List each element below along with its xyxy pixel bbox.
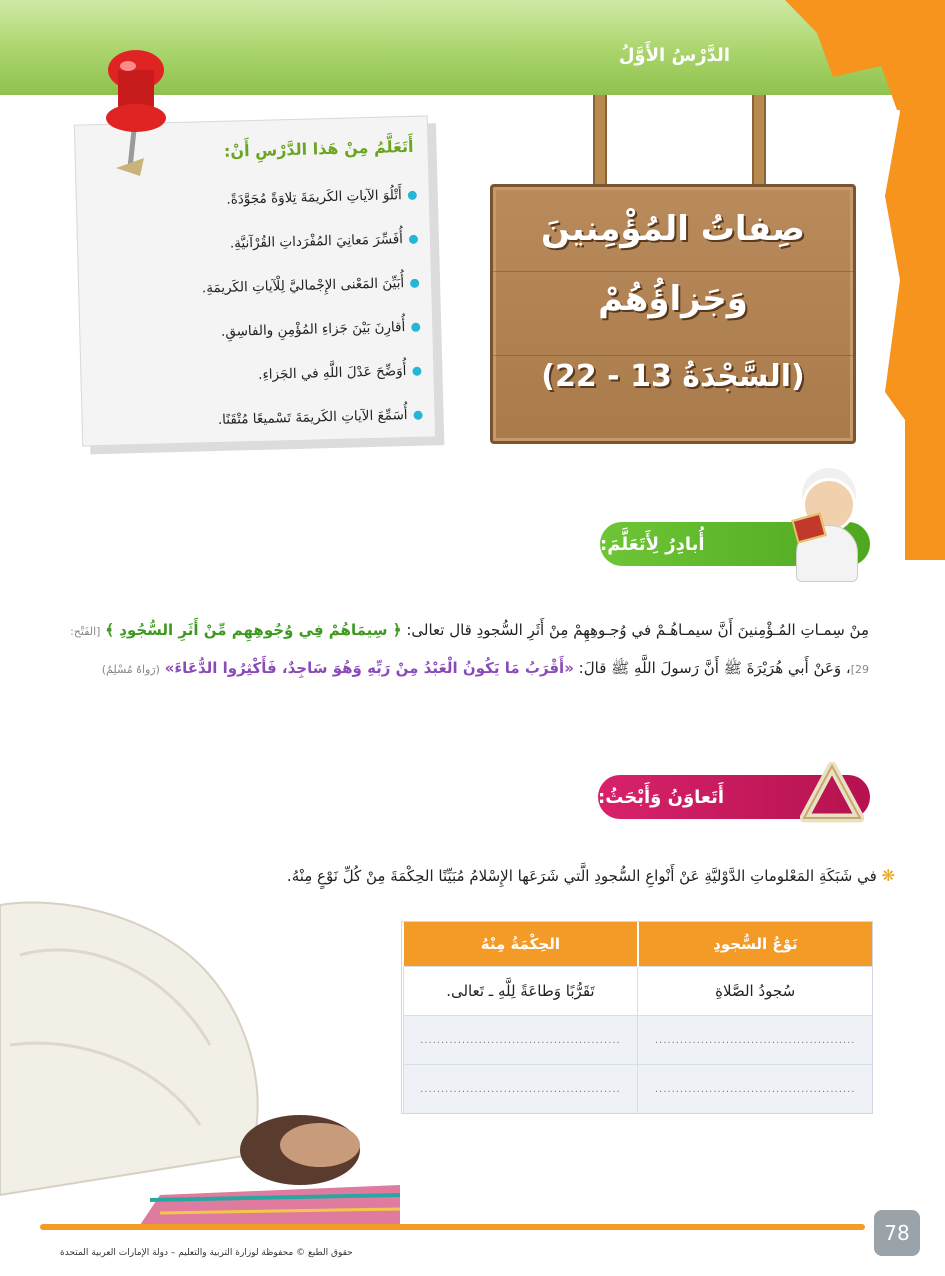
- prostration-types-table: [402, 922, 872, 1113]
- star-bullet-icon: ❋: [881, 866, 895, 885]
- cooperation-triangle-icon: [800, 762, 864, 826]
- objective-item: أُبَيِّنَ المَعْنى الإِجْماليَّ لِلْآياتِ الكَريمَةِ.: [99, 261, 420, 313]
- sign-rope-left: [593, 95, 607, 185]
- boy-reading-illustration: [792, 470, 860, 580]
- bullet-icon: [408, 190, 417, 199]
- table-header: نَوْعُ السُّجودِ: [638, 922, 872, 967]
- title-line-2: وَجَزاؤُهُمْ: [598, 279, 748, 319]
- objective-item: أَتْلُوَ الآياتِ الكَريمَةَ تِلاوَةً مُجَوَّدَةً.: [96, 173, 417, 225]
- table-cell: سُجودُ الصَّلاةِ: [638, 967, 872, 1016]
- objective-item: أُسَمِّعَ الآياتِ الكَريمَةَ تَسْميعًا مُتْقَنًا.: [102, 393, 423, 445]
- prostrating-man-illustration: [0, 895, 400, 1225]
- objective-item: أُوَضِّحَ عَدْلَ اللَّهِ في الجَزاءِ.: [101, 349, 422, 401]
- bullet-icon: [409, 234, 418, 243]
- objectives-list: [96, 173, 423, 445]
- push-pin-icon: [96, 40, 176, 180]
- answer-blank[interactable]: ................................................: [638, 1016, 872, 1065]
- quran-verse: ﴿ سِيمَاهُمْ فِي وُجُوهِهِم مِّنْ أَثَرِ السُّجُودِ ﴾: [105, 621, 402, 639]
- sign-rope-right: [752, 95, 766, 185]
- intro-paragraph: مِنْ سِمـاتِ المُـؤْمِنينَ أَنَّ سيمـاهُـمْ في وُجـوهِهِمْ مِنْ أَثَرِ السُّجودِ قال تعالى: ﴿ سِيمَاهُمْ فِي وُجُوهِهِم مِّنْ أَثَرِ السُّجُودِ ﴾ [الفَتْح: 29]، وَعَنْ أَبي هُرَيْرَةَ ﷺ أَنَّ رَسولَ اللَّهِ ﷺ قالَ: «أَقْرَبُ مَا يَكُونُ الْعَبْدُ مِنْ رَبِّهِ وَهُوَ سَاجِدٌ، فَأَكْثِرُوا الدُّعَاءَ» (رَواهُ مُسْلِمٌ): [70, 621, 869, 677]
- objectives-title: أَتَعَلَّمُ مِنْ هَذا الدَّرْسِ أَنْ:: [223, 136, 414, 161]
- section-label: أَتَعاوَنُ وَأَبْحَثُ:: [598, 786, 725, 808]
- bullet-icon: [413, 410, 422, 419]
- verse-reference: [الفَتْح: 29]: [70, 625, 869, 676]
- answer-blank[interactable]: ................................................: [403, 1065, 638, 1114]
- bullet-icon: [411, 322, 420, 331]
- table-header: الحِكْمَةُ مِنْهُ: [403, 922, 638, 967]
- bullet-icon: [410, 278, 419, 287]
- title-line-1: صِفاتُ المُؤْمِنينَ: [540, 209, 806, 249]
- title-sign: [490, 184, 856, 444]
- bottom-bar: [40, 1224, 865, 1230]
- table-cell: تَقَرُّبًا وَطاعَةً لِلَّهِ ـ تَعالى.: [403, 967, 638, 1016]
- hadith-reference: (رَواهُ مُسْلِمٌ): [101, 663, 160, 676]
- answer-blank[interactable]: ................................................: [403, 1016, 638, 1065]
- page-number: 78: [874, 1210, 920, 1256]
- hadith-text: «أَقْرَبُ مَا يَكُونُ الْعَبْدُ مِنْ رَبِّهِ وَهُوَ سَاجِدٌ، فَأَكْثِرُوا الدُّعَاءَ»: [164, 659, 574, 677]
- section-label: أُبادِرُ لِأَتَعَلَّمَ:: [600, 533, 705, 555]
- answer-blank[interactable]: ................................................: [638, 1065, 872, 1114]
- bullet-icon: [412, 366, 421, 375]
- objective-item: أُقارِنَ بَيْنَ جَزاءِ المُؤْمِنِ والفاسِقِ.: [100, 305, 421, 357]
- copyright-footer: حقوق الطبع © محفوظة لوزارة التربية والتعليم – دولة الإمارات العربية المتحدة: [60, 1248, 353, 1258]
- research-task: ❋ في شَبَكَةِ المَعْلوماتِ الدَّوْليَّةِ عَنْ أَنْواعِ السُّجودِ الَّتي شَرَعَها الإِسْلامُ مُبَيِّنًا الحِكْمَةَ مِنْ كُلِّ نَوْعٍ مِنْهُ.: [286, 866, 895, 885]
- title-line-3: (السَّجْدَةُ 13 - 22): [541, 359, 805, 394]
- lesson-label: الدَّرْسُ الأَوَّلُ: [618, 45, 730, 66]
- objective-item: أُفَسِّرَ مَعانِيَ المُفْرَداتِ القُرْآنيَّةِ.: [97, 217, 418, 269]
